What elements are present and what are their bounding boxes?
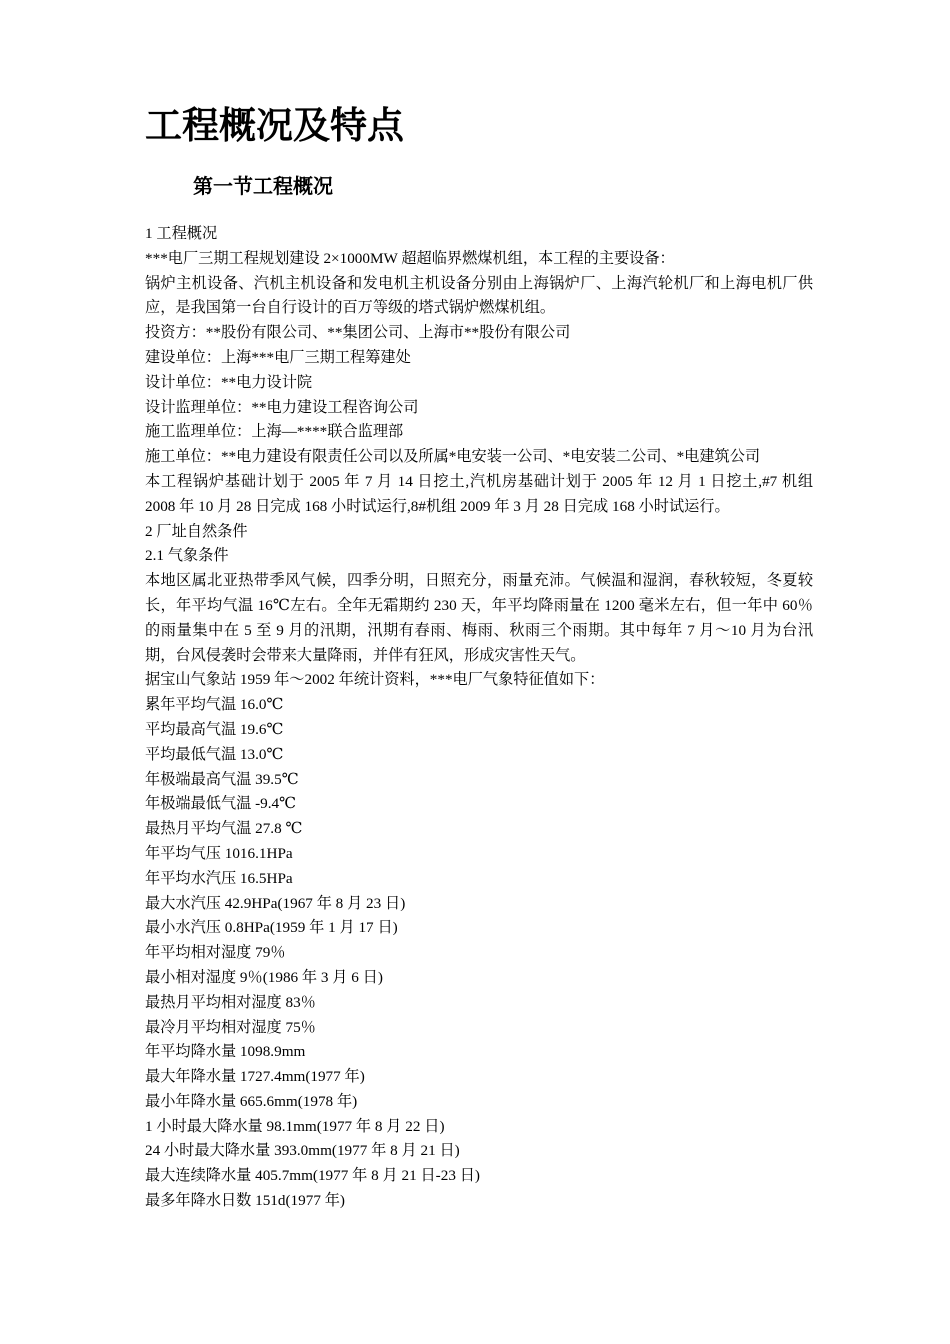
body-line: 1 工程概况 — [145, 225, 218, 242]
body-line: 平均最低气温 13.0℃ — [145, 745, 284, 763]
body-line: 最大连续降水量 405.7mm(1977 年 8 月 21 日-23 日) — [145, 1167, 480, 1185]
body-line: 据宝山气象站 1959 年～2002 年统计资料，***电厂气象特征值如下： — [145, 671, 605, 689]
body-line: 最热月平均气温 27.8 ℃ — [145, 820, 303, 838]
body-paragraph: 锅炉主机设备、汽机主机设备和发电机主机设备分别由上海锅炉厂、上海汽轮机厂和上海电机厂供应，是我国第一台自行设计的百万等级的塔式锅炉燃煤机组。 — [145, 274, 813, 317]
body-line: 最多年降水日数 151d(1977 年) — [145, 1192, 345, 1210]
body-line: 施工单位：**电力建设有限责任公司以及所属*电安装一公司、*电安装二公司、*电建筑公司 — [145, 448, 761, 466]
body-line: 1 小时最大降水量 98.1mm(1977 年 8 月 22 日) — [145, 1117, 445, 1135]
document-body — [145, 222, 813, 1214]
body-line: 设计单位：**电力设计院 — [145, 373, 313, 391]
body-line: 年平均气压 1016.1HPa — [145, 844, 293, 862]
body-line: 年平均相对湿度 79％ — [145, 944, 286, 962]
body-paragraph: 本工程锅炉基础计划于 2005 年 7 月 14 日挖土,汽机房基础计划于 2005 年 12 月 1 日挖土,#7 机组 2008 年 10 月 28 日完成 168 小时试运行,8#机组 2009 年 3 月 28 日完成 168 小时试运行。 — [145, 472, 813, 515]
body-line: 最冷月平均相对湿度 75％ — [145, 1018, 316, 1036]
body-line: 设计监理单位：**电力建设工程咨询公司 — [145, 398, 419, 416]
page-title: 工程概况及特点 — [145, 106, 404, 147]
body-line: 年平均降水量 1098.9mm — [145, 1043, 306, 1061]
body-line: 2 厂址自然条件 — [145, 522, 248, 540]
body-line: 累年平均气温 16.0℃ — [145, 696, 284, 714]
body-line: 最大水汽压 42.9HPa(1967 年 8 月 23 日) — [145, 894, 406, 912]
section-title: 第一节工程概况 — [193, 176, 333, 198]
body-line: 最大年降水量 1727.4mm(1977 年) — [145, 1068, 365, 1086]
body-line: 建设单位：上海***电厂三期工程筹建处 — [145, 348, 411, 366]
body-line: 2.1 气象条件 — [145, 547, 229, 565]
body-line: 24 小时最大降水量 393.0mm(1977 年 8 月 21 日) — [145, 1142, 460, 1160]
body-line: 最小水汽压 0.8HPa(1959 年 1 月 17 日) — [145, 919, 398, 937]
body-line: 施工监理单位：上海—****联合监理部 — [145, 423, 404, 441]
body-line: 最小年降水量 665.6mm(1978 年) — [145, 1092, 358, 1110]
body-line: 投资方：**股份有限公司、**集团公司、上海市**股份有限公司 — [145, 324, 571, 342]
body-line: 年极端最高气温 39.5℃ — [145, 770, 299, 788]
body-line: 最热月平均相对湿度 83％ — [145, 993, 316, 1011]
body-line: 平均最高气温 19.6℃ — [145, 720, 284, 738]
body-line: 最小相对湿度 9％(1986 年 3 月 6 日) — [145, 968, 383, 986]
body-line: 年极端最低气温 -9.4℃ — [145, 795, 297, 813]
body-line: ***电厂三期工程规划建设 2×1000MW 超超临界燃煤机组，本工程的主要设备： — [145, 249, 675, 267]
body-line: 年平均水汽压 16.5HPa — [145, 869, 293, 887]
body-paragraph: 本地区属北亚热带季风气候，四季分明，日照充分，雨量充沛。气候温和湿润，春秋较短，冬夏较长，年平均气温 16℃左右。全年无霜期约 230 天，年平均降雨量在 1200 毫米左右，但一年中 60％的雨量集中在 5 至 9 月的汛期，汛期有春雨、梅雨、秋雨三个雨期。其中每年 7 月～10 月为台汛期，台风侵袭时会带来大量降雨，并伴有狂风，形成灾害性天气。 — [145, 572, 813, 664]
